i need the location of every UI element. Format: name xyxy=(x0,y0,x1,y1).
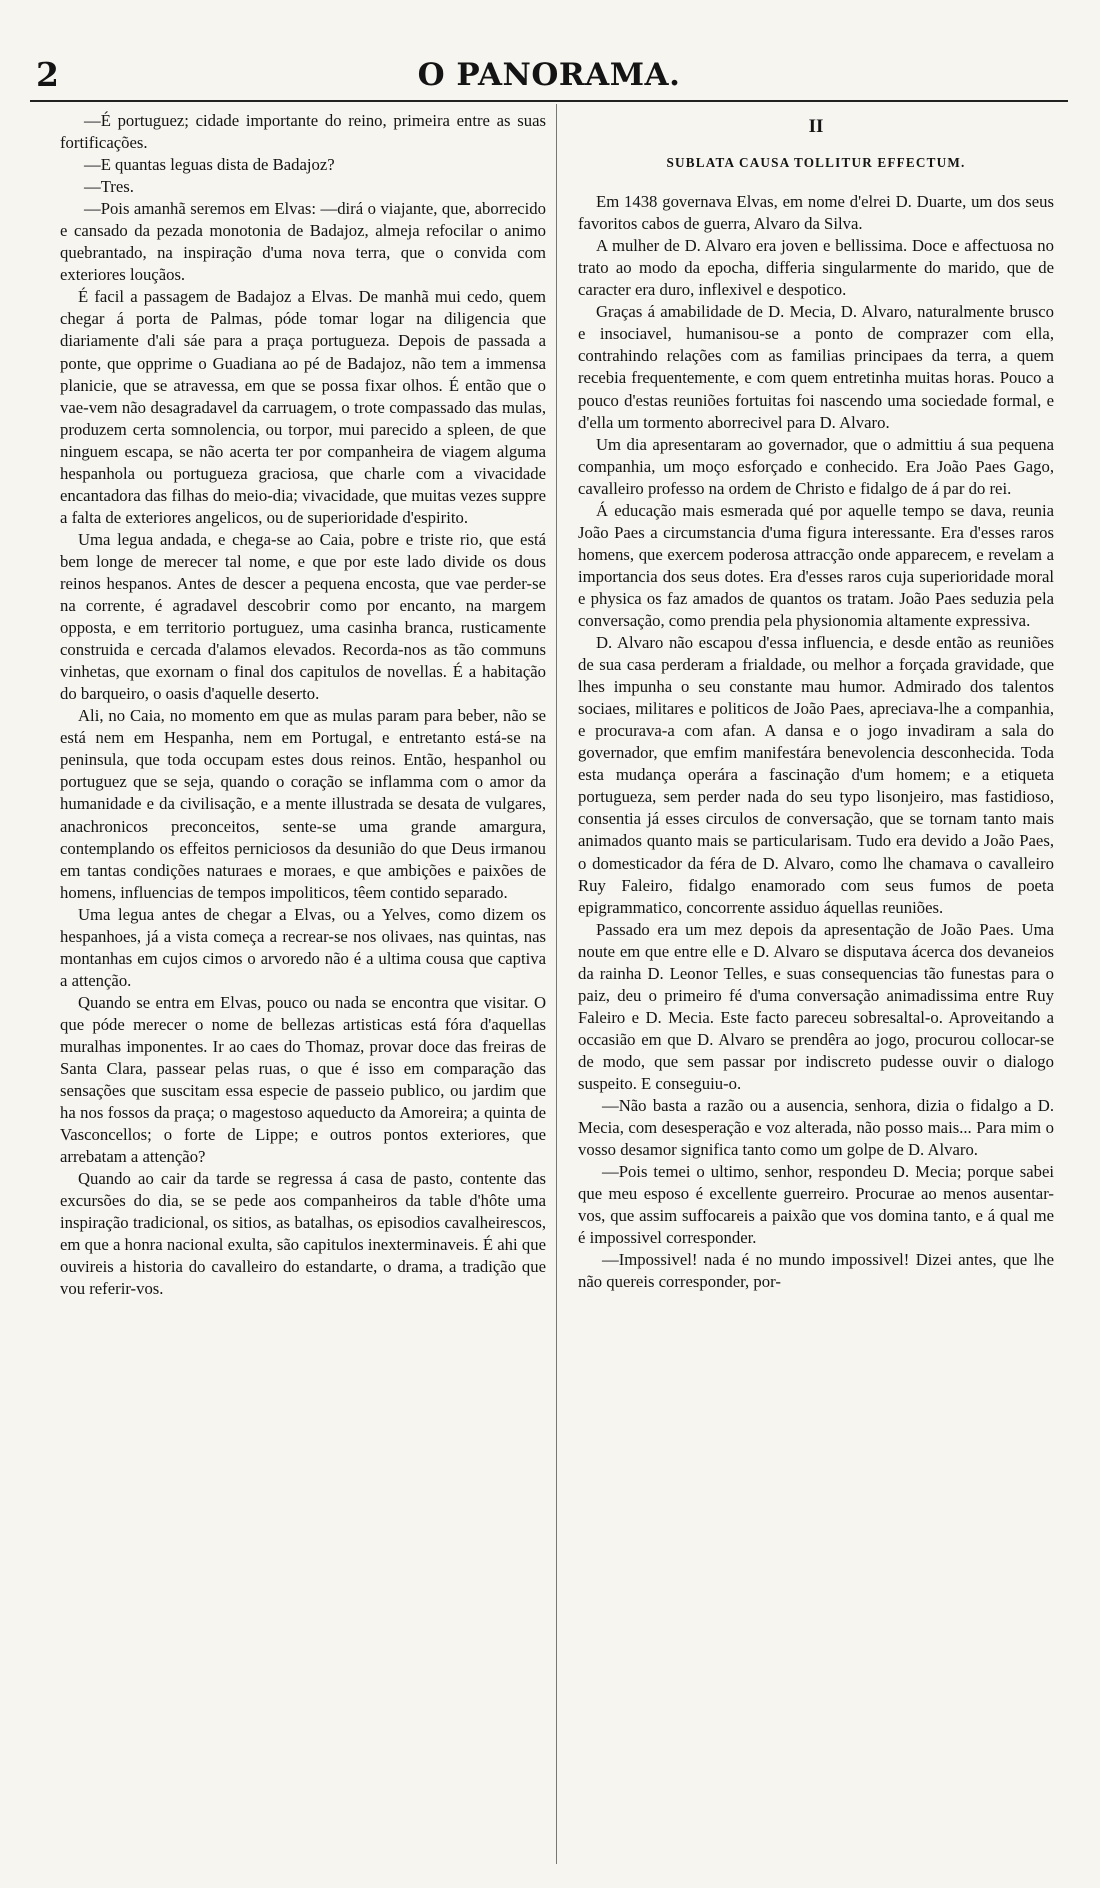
paragraph: Graças á amabilidade de D. Mecia, D. Alvaro, naturalmente brusco e insociavel, humanisou-se a ponto de comprazer com ella, contrahindo relações com as familias principaes da terra, a quem recebia frequentemente, e com quem entretinha muitas horas. Pouco a pouco d'estas reuniões fortuitas foi nascendo uma sociedade formal, e d'ella um tormento aborrecivel para D. Alvaro. xyxy=(578,302,1054,432)
paragraph: Uma legua antes de chegar a Elvas, ou a Yelves, como dizem os hespanhoes, já a vista começa a recrear-se nos olivaes, nas quintas, nas montanhas em cujos cimos o arvoredo não é a ultima cousa que captiva a attenção. xyxy=(60,904,546,990)
column-divider xyxy=(556,104,557,1864)
paragraph: —É portuguez; cidade importante do reino, primeira entre as suas fortificações. xyxy=(60,111,546,153)
paragraph: —E quantas leguas dista de Badajoz? xyxy=(84,155,335,175)
epigraph: SUBLATA CAUSA TOLLITUR EFFECTUM. xyxy=(666,155,966,171)
paragraph: —Pois amanhã seremos em Elvas: —dirá o viajante, que, aborrecido e cansado da pezada monotonia de Badajoz, almeja refocilar o animo quebrantado, na inspiração d'uma nova terra, que o convida com exteriores louçãos. xyxy=(60,199,546,285)
paragraph: Ali, no Caia, no momento em que as mulas param para beber, não se está nem em Hespanha, nem em Portugal, e entretanto está-se na peninsula, que toda occupam estes dous reinos. Então, hespanhol ou portuguez que se seja, quando o coração se inflamma com o amor da humanidade e da civilisação, e a mente illustrada se desata de vulgares, anachronicos preconceitos, sente-se uma grande amargura, contemplando os effeitos perniciosos da desunião do que Deus irmanou em tantas condições naturaes e moraes, e que ambições e paixões de homens, influencias de tempos impoliticos, têem contido separado. xyxy=(60,706,546,902)
left-column xyxy=(60,110,546,1870)
paragraph: —Não basta a razão ou a ausencia, senhora, dizia o fidalgo a D. Mecia, com desesperação e voz alterada, não posso mais... Para mim o vosso desamor significa tanto como um golpe de D. Alvaro. xyxy=(578,1096,1054,1160)
paragraph: Quando ao cair da tarde se regressa á casa de pasto, contente das excursões do dia, se se pede aos companheiros da table d'hôte uma inspiração tradicional, os sitios, as batalhas, os episodios cavalheirescos, em que a honra nacional exulta, são capitulos inexterminaveis. É ahi que ouvireis a historia do cavalleiro do estandarte, o drama, a tradição que vou referir-vos. xyxy=(60,1169,546,1299)
paragraph: Uma legua andada, e chega-se ao Caia, pobre e triste rio, que está bem longe de merecer tal nome, e que por este lado divide os dous reinos hespanos. Antes de descer a pequena encosta, que vae perder-se na corrente, é agradavel descobrir como por encanto, na margem opposta, e em territorio portuguez, uma casinha branca, rusticamente construida e cercada d'alamos elevados. Recorda-nos as tão communs vinhetas, que exornam o final dos capitulos de novellas. É a habitação do barqueiro, o oasis d'aquelle deserto. xyxy=(60,529,546,704)
paragraph: Em 1438 governava Elvas, em nome d'elrei D. Duarte, um dos seus favoritos cabos de guerra, Alvaro da Silva. xyxy=(578,192,1054,234)
page-header xyxy=(30,52,1068,98)
paragraph: Passado era um mez depois da apresentação de João Paes. Uma noute em que entre elle e D. Alvaro se disputava ácerca dos devaneios da rainha D. Leonor Telles, e suas consequencias tão funestas para o paiz, deu o primeiro fé d'uma conversação animadissima entre Ruy Faleiro e D. Mecia. Este facto pareceu sobresaltal-o. Aproveitando a occasião em que D. Alvaro se prendêra ao jogo, procurou collocar-se de modo, que sem passar por indiscreto pudesse ouvir o dialogo suspeito. E conseguiu-o. xyxy=(578,919,1054,1093)
right-column xyxy=(578,110,1054,1870)
paragraph: D. Alvaro não escapou d'essa influencia, e desde então as reuniões de sua casa perderam a frialdade, ou melhor a forçada gravidade, que lhes impunha o seu constante mau humor. Admirado dos talentos sociaes, militares e politicos de João Paes, apreciava-lhe a companhia, e procurava-a com afan. A dansa e o jogo invadiram a sala do governador, que emfim manifestára benevolencia desconhecida. Toda esta mudança operára a fascinação d'um homem; e a etiqueta portugueza, sem perder nada do seu typo lisonjeiro, mas fastidioso, consentia já esses circulos de conversação, que se tornam tanto mais animados quanto mais se particularisam. Tudo era devido a João Paes, o domesticador da féra de D. Alvaro, como lhe chamava o cavalleiro Ruy Faleiro, fidalgo enamorado com seus fumos de poeta epigrammatico, concorrente assiduo áquellas reuniões. xyxy=(578,633,1054,917)
right-paragraphs xyxy=(578,191,1054,1293)
paragraph: Um dia apresentaram ao governador, que o admittiu á sua pequena companhia, um moço esforçado e conhecido. Era João Paes Gago, cavalleiro professo na ordem de Christo e fidalgo de á par do rei. xyxy=(578,434,1054,498)
paragraph: Á educação mais esmerada qué por aquelle tempo se dava, reunia João Paes a circumstancia d'uma figura interessante. Era d'esses raros homens, que exercem poderosa attracção onde apparecem, e revelam a importancia dos seus dotes. Era d'esses raros cuja superioridade moral e physica os faz amados de quantos os tratam. João Paes seduzia pela conversação, como prendia pela physionomia altamente expressiva. xyxy=(578,500,1054,630)
header-rule xyxy=(30,100,1068,102)
paragraph: —Pois temei o ultimo, senhor, respondeu D. Mecia; porque sabei que meu esposo é excellente guerreiro. Procurae ao menos ausentar-vos, que assim suffocareis a paixão que vos domina tanto, e á qual me é impossivel corresponder. xyxy=(578,1162,1054,1248)
masthead-title: O PANORAMA. xyxy=(417,57,681,93)
paragraph: —Impossivel! nada é no mundo impossivel! Dizei antes, que lhe não quereis corresponder, por- xyxy=(578,1250,1054,1292)
paragraph: É facil a passagem de Badajoz a Elvas. De manhã mui cedo, quem chegar á porta de Palmas, póde tomar logar na diligencia que diariamente d'ali sáe para a praça portugueza. Depois de passada a ponte, que opprime o Guadiana ao pé de Badajoz, não tem a immensa planicie, que se atravessa, em que se possa fixar olhos. É então que o vae-vem não desagradavel da carruagem, o trote compassado das mulas, produzem certa somnolencia, ou torpor, mui parecido a spleen, de que ninguem escapa, se não acerta ter por companheira de viagem alguma hespanhola ou portugueza graciosa, que charle com a vivacidade encantadora das filhas do meio-dia; vivacidade, que muitas vezes suppre a falta de exteriores angelicos, ou de superioridade d'espirito. xyxy=(60,287,546,527)
paragraph: —Tres. xyxy=(84,177,134,197)
page-number: 2 xyxy=(36,55,59,94)
paragraph: Quando se entra em Elvas, pouco ou nada se encontra que visitar. O que póde merecer o nome de bellezas artisticas está fóra d'aquellas muralhas imponentes. Ir ao caes do Thomaz, provar doce das freiras de Santa Clara, passear pelas ruas, o que é isso em comparação das sensações que suscitam essa especie de passeio publico, ou jardim que ha nos fossos da praça; o magestoso aqueducto da Amoreira; a quinta de Vasconcellos; o forte de Lippe; e outros pontos exteriores, que arrebatam a attenção? xyxy=(60,992,546,1167)
paragraph: A mulher de D. Alvaro era joven e bellissima. Doce e affectuosa no trato ao modo da epocha, differia singularmente do marido, que de caracter era duro, inflexivel e despotico. xyxy=(578,236,1054,300)
section-number: II xyxy=(808,116,824,137)
